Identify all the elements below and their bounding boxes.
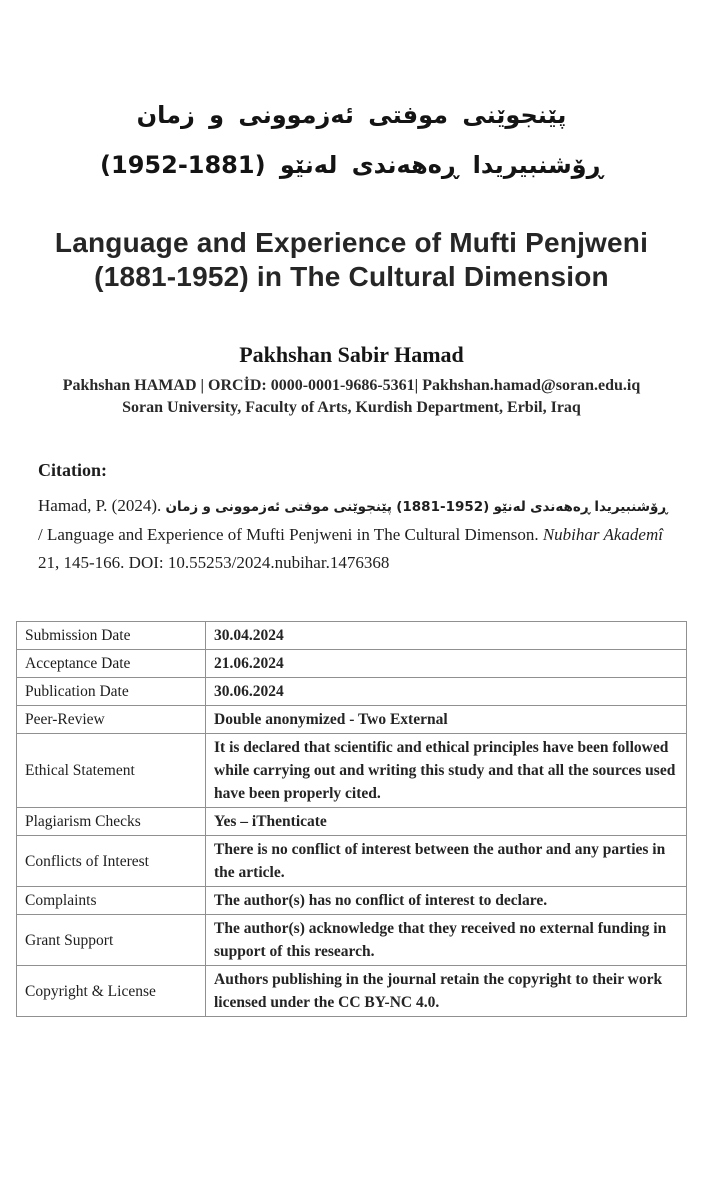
kurdish-title-line1 bbox=[0, 90, 703, 140]
row-ethical-statement bbox=[17, 734, 687, 808]
row-label: Copyright & License bbox=[17, 966, 206, 1017]
row-label: Peer-Review bbox=[17, 706, 206, 734]
row-value: 30.04.2024 bbox=[206, 622, 687, 650]
row-label: Complaints bbox=[17, 887, 206, 915]
row-label: Publication Date bbox=[17, 678, 206, 706]
kurdish-title-word: ڕۆشنبیریدا bbox=[472, 151, 603, 179]
row-conflicts-of-interest bbox=[17, 836, 687, 887]
paper-first-page bbox=[0, 90, 703, 1189]
row-label: Conflicts of Interest bbox=[17, 836, 206, 887]
row-peer-review bbox=[17, 706, 687, 734]
author-meta-line: Pakhshan HAMAD | ORCİD: 0000-0001-9686-5361| Pakhshan.hamad@soran.edu.iq bbox=[62, 377, 641, 394]
kurdish-title bbox=[0, 90, 703, 190]
citation-prefix: Hamad, P. (2024). bbox=[38, 496, 162, 515]
kurdish-title-word: و bbox=[209, 101, 225, 129]
row-value: 30.06.2024 bbox=[206, 678, 687, 706]
row-complaints bbox=[17, 887, 687, 915]
english-title bbox=[0, 226, 703, 294]
citation-kurdish-years: (1881-1952) bbox=[396, 499, 490, 515]
row-label: Plagiarism Checks bbox=[17, 808, 206, 836]
row-value: The author(s) has no conflict of interest to declare. bbox=[206, 887, 687, 915]
license-name: CC BY-NC 4.0 bbox=[338, 994, 436, 1011]
row-value: The author(s) acknowledge that they received no external funding in support of this research. bbox=[206, 915, 687, 966]
citation-kurdish-word: زمان bbox=[165, 499, 199, 515]
kurdish-title-word: پێنجوێنی bbox=[462, 101, 567, 129]
kurdish-title-word: لەنێو bbox=[279, 151, 338, 179]
kurdish-title-word: زمان bbox=[136, 101, 195, 129]
row-value: There is no conflict of interest between the author and any parties in the article. bbox=[206, 836, 687, 887]
kurdish-title-years: (1952-1881) bbox=[100, 151, 266, 179]
row-label: Ethical Statement bbox=[17, 734, 206, 808]
row-value: Yes – iThenticate bbox=[206, 808, 687, 836]
article-info-table bbox=[16, 621, 687, 1017]
english-title-line2: (1881-1952) in The Cultural Dimension bbox=[94, 261, 609, 292]
citation-kurdish-word: لەنێو bbox=[493, 499, 526, 515]
row-value: Double anonymized - Two External bbox=[206, 706, 687, 734]
copyright-text: Authors publishing in the journal retain the copyright to their work licensed under the bbox=[214, 971, 663, 1011]
row-grant-support bbox=[17, 915, 687, 966]
row-value bbox=[206, 966, 687, 1017]
english-title-line1: Language and Experience of Mufti Penjweni bbox=[54, 227, 649, 258]
citation-label: Citation: bbox=[38, 460, 107, 480]
citation-text bbox=[38, 492, 669, 577]
kurdish-title-word: ڕەهەندی bbox=[351, 151, 459, 179]
citation-kurdish-word: ئەزموونی bbox=[215, 499, 281, 515]
row-label: Acceptance Date bbox=[17, 650, 206, 678]
row-copyright-license bbox=[17, 966, 687, 1017]
row-plagiarism-checks bbox=[17, 808, 687, 836]
citation-kurdish-word: ڕەهەندی bbox=[530, 499, 591, 515]
kurdish-title-word: ئەزموونی bbox=[238, 101, 354, 129]
author-affiliation: Soran University, Faculty of Arts, Kurdish Department, Erbil, Iraq bbox=[122, 399, 581, 416]
citation-kurdish-word: ڕۆشنبیریدا bbox=[594, 499, 668, 515]
row-value: It is declared that scientific and ethical principles have been followed while carrying out and writing this study and that all the sources used have been properly cited. bbox=[206, 734, 687, 808]
copyright-text-end: . bbox=[435, 994, 440, 1011]
citation-journal-name: Nubihar Akademî bbox=[542, 525, 663, 544]
author-name: Pakhshan Sabir Hamad bbox=[239, 342, 464, 367]
row-value: 21.06.2024 bbox=[206, 650, 687, 678]
citation-english-part: / Language and Experience of Mufti Penjweni in The Cultural Dimenson. bbox=[38, 525, 539, 544]
citation-kurdish-word: پێنجوێنی bbox=[333, 499, 392, 515]
citation-kurdish-word: و bbox=[202, 499, 211, 515]
row-submission-date bbox=[17, 622, 687, 650]
row-acceptance-date bbox=[17, 650, 687, 678]
row-label: Submission Date bbox=[17, 622, 206, 650]
citation-volume-doi: 21, 145-166. DOI: 10.55253/2024.nubihar.1476368 bbox=[38, 553, 390, 572]
row-publication-date bbox=[17, 678, 687, 706]
citation-kurdish-word: موفتی bbox=[284, 499, 330, 515]
row-label: Grant Support bbox=[17, 915, 206, 966]
kurdish-title-line2 bbox=[0, 140, 703, 190]
kurdish-title-word: موفتی bbox=[368, 101, 448, 129]
